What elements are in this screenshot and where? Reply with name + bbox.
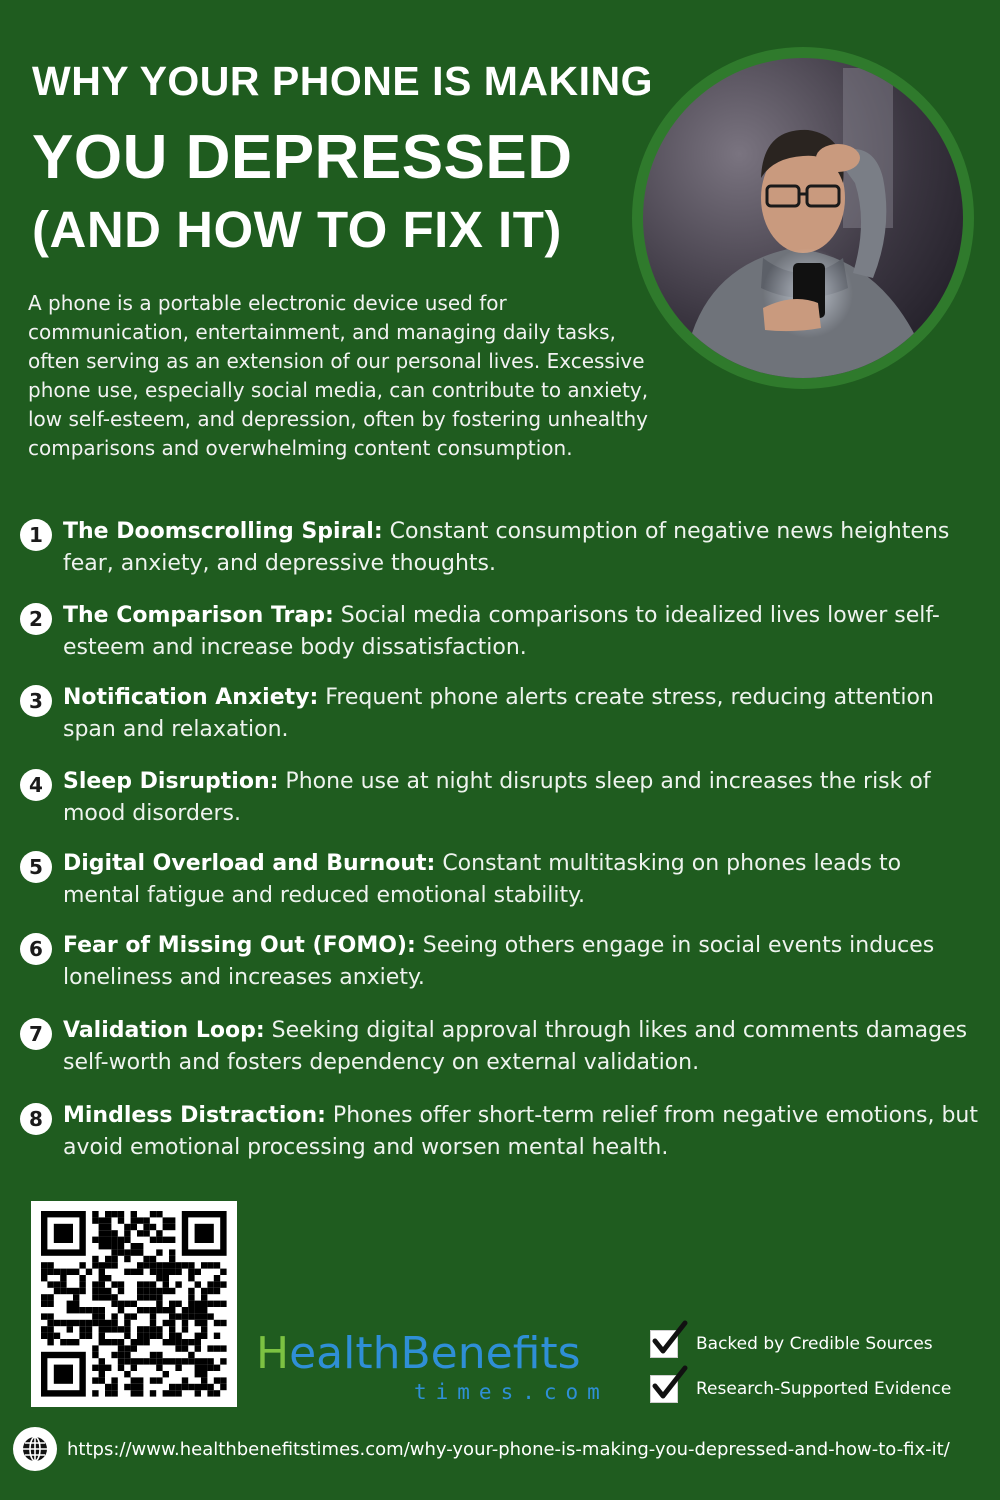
item-title: Fear of Missing Out (FOMO): bbox=[63, 933, 416, 958]
intro-paragraph: A phone is a portable electronic device used for communication, entertainment, and managing daily tasks, often serving as an extension of our personal lives. Excessive phone use, especially social media, can contribute to anxiety, low self-esteem, and depression, often by fostering unhealthy comparisons and overwhelming content consumption. bbox=[28, 291, 649, 460]
logo-subtitle: times.com bbox=[414, 1380, 609, 1404]
number-badge: 7 bbox=[20, 1018, 52, 1050]
item-text: Constant consumption of negative news heightens fear, anxiety, and depressive thoughts. bbox=[63, 519, 950, 576]
health-benefits-logo[interactable] bbox=[256, 1328, 616, 1408]
number-badge: 1 bbox=[20, 519, 52, 551]
item-title: Digital Overload and Burnout: bbox=[63, 851, 436, 876]
item-title: The Comparison Trap: bbox=[63, 603, 334, 628]
checkmark-icon bbox=[650, 1330, 678, 1358]
item-text: Frequent phone alerts create stress, reducing attention span and relaxation. bbox=[63, 685, 934, 742]
list-item bbox=[20, 766, 980, 830]
badge-text: Backed by Credible Sources bbox=[696, 1334, 933, 1354]
title-line-1: WHY YOUR PHONE IS MAKING bbox=[32, 58, 653, 104]
footer-url-link[interactable]: https://www.healthbenefitstimes.com/why-your-phone-is-making-you-depressed-and-how-to-fix-it/ bbox=[67, 1438, 950, 1460]
title-line-2: YOU DEPRESSED bbox=[32, 123, 573, 192]
number-badge: 4 bbox=[20, 769, 52, 801]
item-text: Constant multitasking on phones leads to mental fatigue and reduced emotional stability. bbox=[63, 851, 902, 908]
item-text: Phones offer short-term relief from negative emotions, but avoid emotional processing and worsen mental health. bbox=[63, 1103, 978, 1160]
list-item bbox=[20, 1100, 980, 1164]
item-text: Social media comparisons to idealized lives lower self-esteem and increase body dissatisfaction. bbox=[63, 603, 940, 660]
number-badge: 3 bbox=[20, 685, 52, 717]
item-title: Sleep Disruption: bbox=[63, 769, 279, 794]
item-title: Mindless Distraction: bbox=[63, 1103, 326, 1128]
item-text: Seeing others engage in social events induces loneliness and increases anxiety. bbox=[63, 933, 935, 990]
list-item bbox=[20, 682, 980, 746]
number-badge: 2 bbox=[20, 603, 52, 635]
number-badge: 5 bbox=[20, 851, 52, 883]
item-text: Phone use at night disrupts sleep and increases the risk of mood disorders. bbox=[63, 769, 931, 826]
globe-icon bbox=[13, 1427, 57, 1471]
number-badge: 8 bbox=[20, 1103, 52, 1135]
item-text: Seeking digital approval through likes and comments damages self-worth and fosters dependency on external validation. bbox=[63, 1018, 968, 1075]
list-item bbox=[20, 600, 980, 664]
list-item bbox=[20, 930, 980, 994]
logo-wordmark: HealthBenefits bbox=[256, 1328, 581, 1379]
credible-sources-badge bbox=[650, 1330, 933, 1358]
title-line-3: (AND HOW TO FIX IT) bbox=[32, 201, 562, 258]
list-item bbox=[20, 1015, 980, 1079]
research-evidence-badge bbox=[650, 1375, 951, 1403]
list-item bbox=[20, 848, 980, 912]
number-badge: 6 bbox=[20, 933, 52, 965]
qr-code-icon[interactable] bbox=[31, 1201, 237, 1407]
footer-url-row[interactable] bbox=[13, 1427, 950, 1471]
item-title: Notification Anxiety: bbox=[63, 685, 319, 710]
item-title: The Doomscrolling Spiral: bbox=[63, 519, 383, 544]
list-item bbox=[20, 516, 980, 580]
item-title: Validation Loop: bbox=[63, 1018, 265, 1043]
man-on-phone-photo bbox=[643, 58, 963, 378]
checkmark-icon bbox=[650, 1375, 678, 1403]
reasons-list bbox=[20, 516, 980, 1164]
badge-text: Research-Supported Evidence bbox=[696, 1379, 952, 1399]
